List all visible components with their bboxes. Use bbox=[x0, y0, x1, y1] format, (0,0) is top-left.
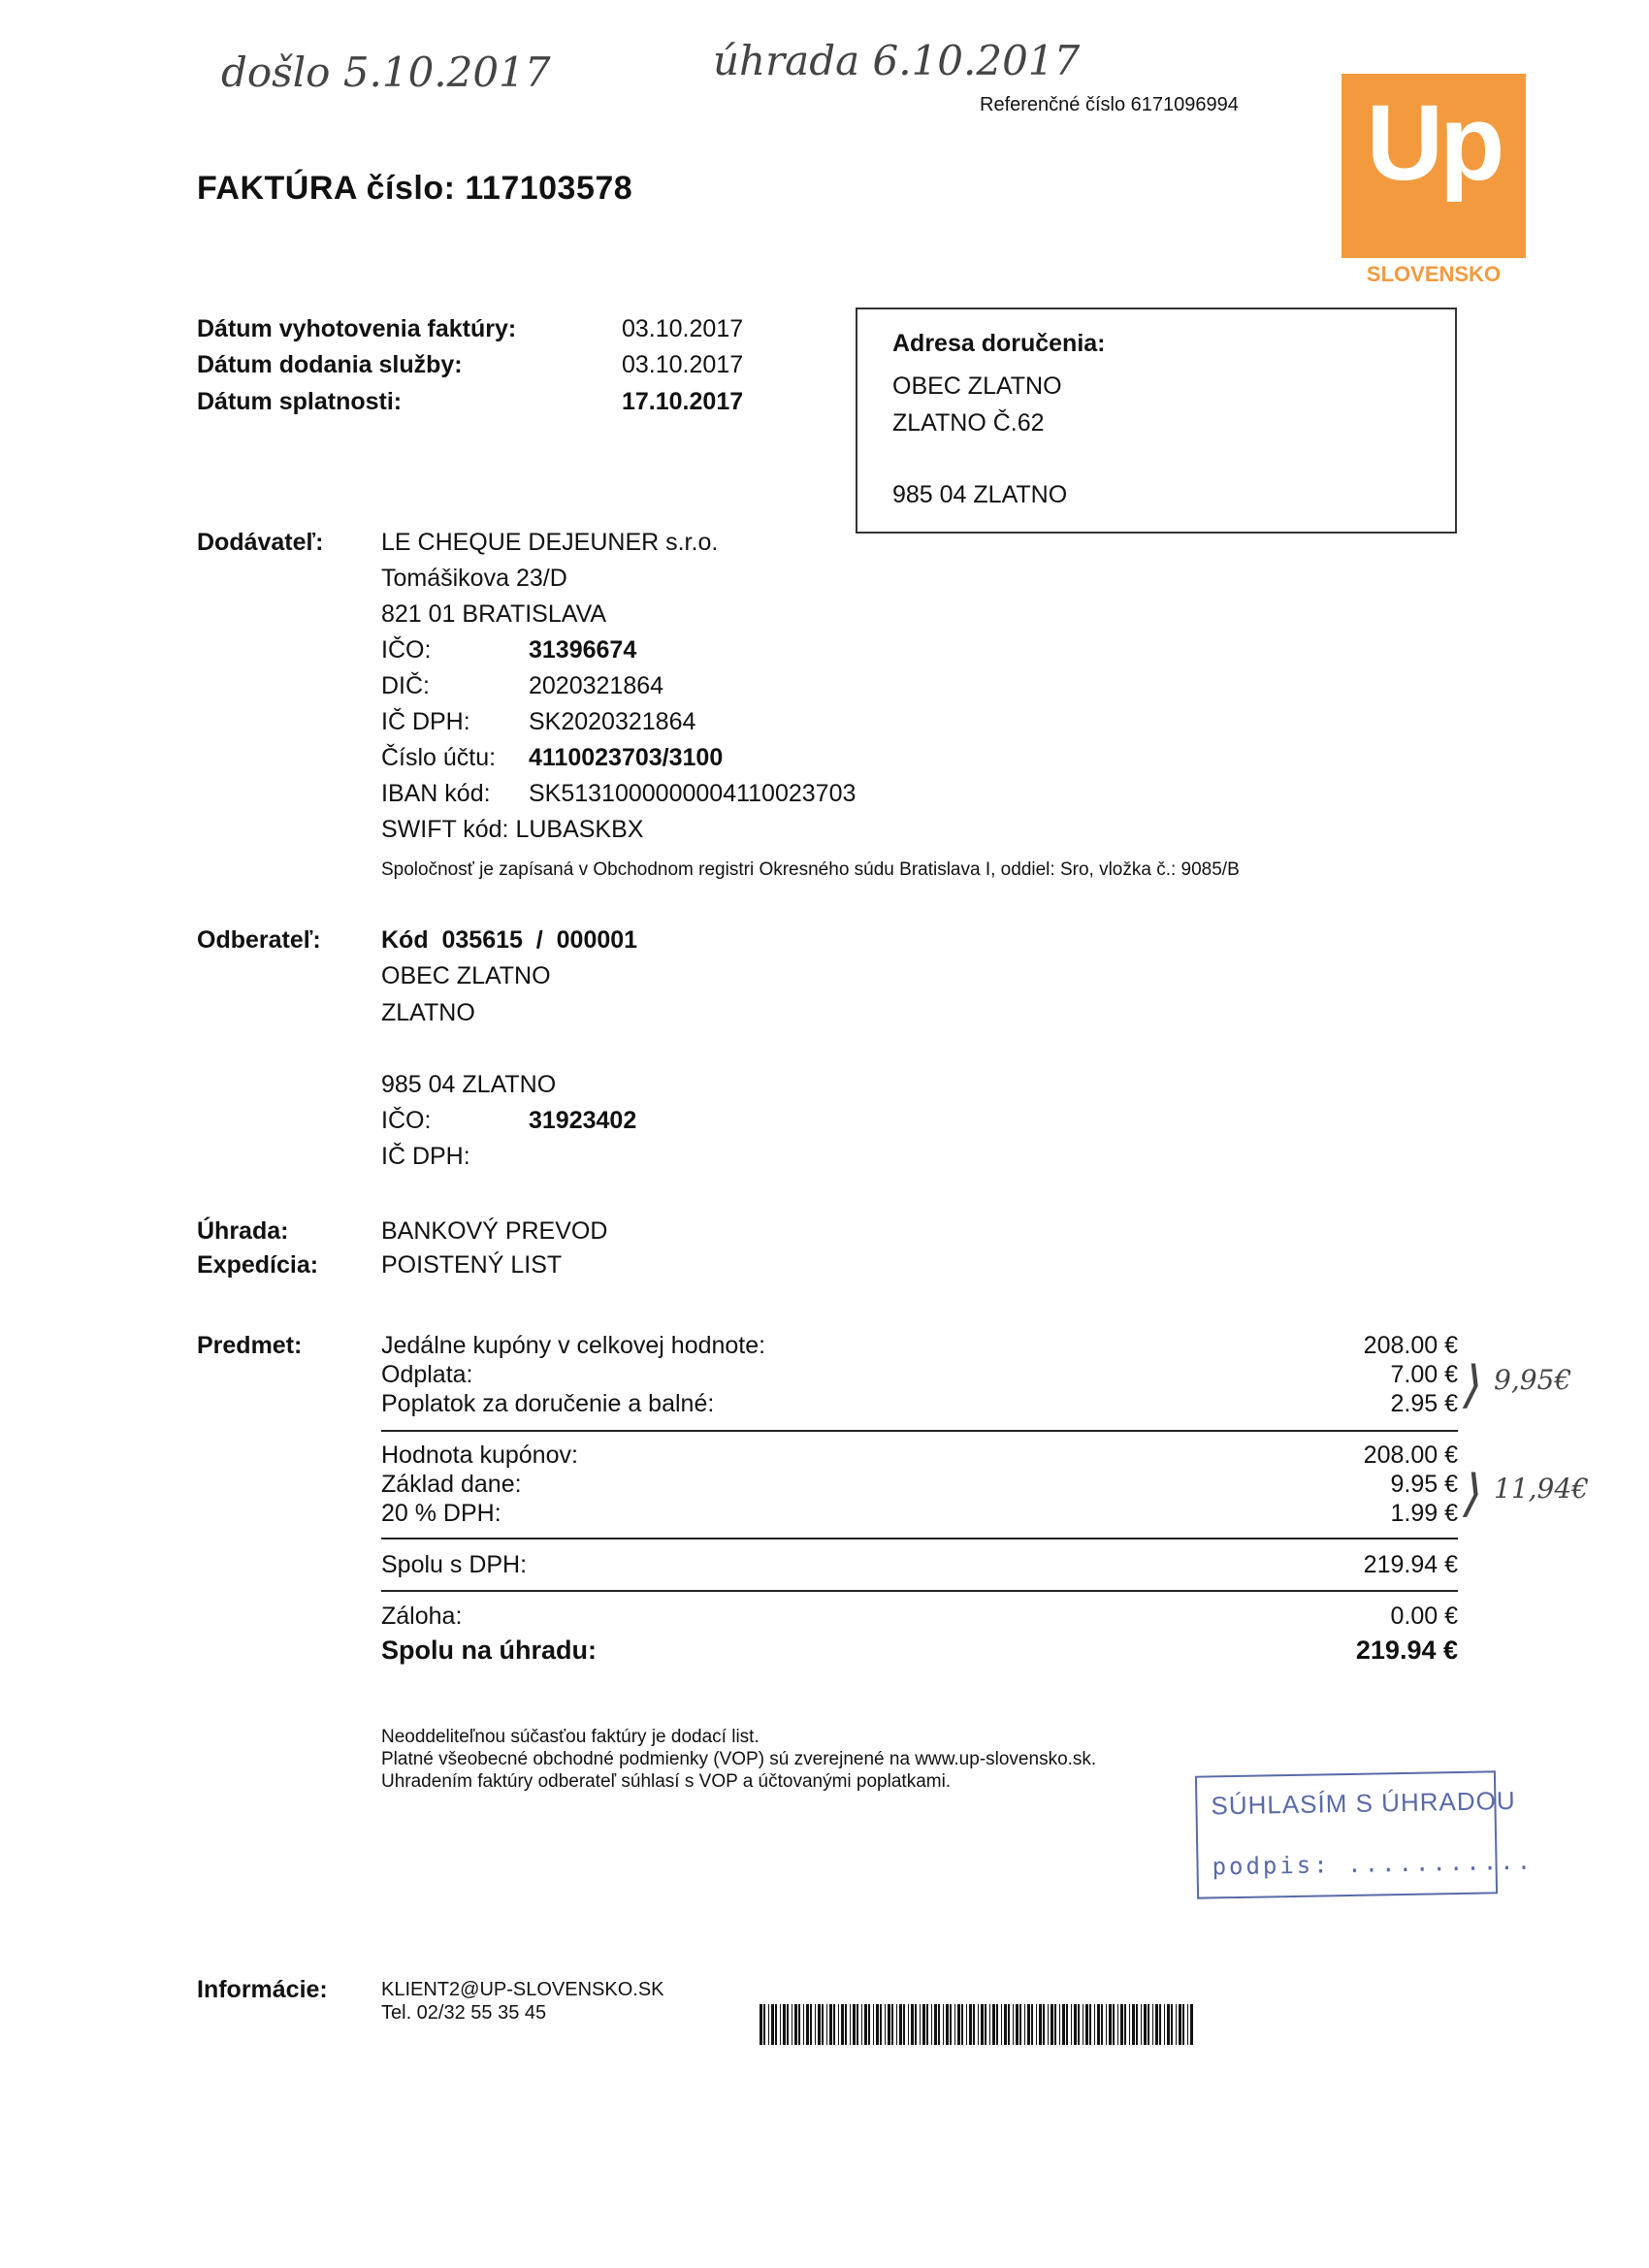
barcode-bar bbox=[1027, 2004, 1030, 2045]
barcode-bar bbox=[978, 2004, 979, 2045]
barcode-bar bbox=[864, 2004, 867, 2045]
subject-fee-label: Odplata: bbox=[381, 1361, 473, 1388]
barcode-bar bbox=[1187, 2004, 1188, 2045]
invoice-title bbox=[197, 170, 632, 208]
supplier-registry-note: Spoločnosť je zapísaná v Obchodnom registri Okresného súdu Bratislava I, oddiel: Sro, vložka č.: 9085/B bbox=[381, 859, 1240, 880]
barcode-bar bbox=[1159, 2004, 1161, 2045]
logo-text: Up bbox=[1366, 83, 1502, 203]
date-issued-label: Dátum vyhotovenia faktúry: bbox=[197, 315, 517, 342]
customer-ico-value: 31923402 bbox=[529, 1107, 637, 1134]
subject-tax-base-label: Základ dane: bbox=[381, 1471, 522, 1498]
advance-label: Záloha: bbox=[381, 1603, 463, 1630]
customer-label: Odberateľ: bbox=[197, 926, 321, 954]
stamp-text: SÚHLASÍM S ÚHRADOU bbox=[1211, 1785, 1516, 1821]
barcode-bar bbox=[911, 2004, 914, 2045]
barcode-bar bbox=[1106, 2004, 1107, 2045]
barcode-bar bbox=[853, 2004, 856, 2045]
barcode-bar bbox=[891, 2004, 893, 2045]
barcode-bar bbox=[771, 2004, 774, 2045]
handwritten-bracket: ⟩ bbox=[1463, 1356, 1483, 1414]
supplier-account-key: Číslo účtu: bbox=[381, 744, 497, 771]
payment-label: Úhrada: bbox=[197, 1217, 289, 1245]
barcode-bar bbox=[775, 2004, 777, 2045]
barcode-bar bbox=[996, 2004, 998, 2045]
subject-coupons-value: 208.00 € bbox=[1363, 1332, 1458, 1359]
date-due-value: 17.10.2017 bbox=[622, 388, 744, 415]
to-pay-label: Spolu na úhradu: bbox=[381, 1636, 597, 1665]
invoice-title-label: FAKTÚRA číslo: bbox=[197, 170, 456, 207]
barcode-bar bbox=[1190, 2004, 1193, 2045]
barcode-bar bbox=[966, 2004, 967, 2045]
barcode-bar bbox=[992, 2004, 995, 2045]
supplier-swift: SWIFT kód: LUBASKBX bbox=[381, 816, 644, 843]
barcode-bar bbox=[1043, 2004, 1045, 2045]
barcode-bar bbox=[1062, 2004, 1065, 2045]
barcode-bar bbox=[783, 2004, 786, 2045]
barcode-bar bbox=[1136, 2004, 1138, 2045]
barcode-bar bbox=[1054, 2004, 1056, 2045]
barcode-bar bbox=[943, 2004, 944, 2045]
info-phone: Tel. 02/32 55 35 45 bbox=[381, 2002, 547, 2024]
barcode-bar bbox=[1071, 2004, 1072, 2045]
total-with-vat-label: Spolu s DPH: bbox=[381, 1551, 528, 1578]
reference-number: Referenčné číslo 6171096994 bbox=[980, 94, 1239, 115]
barcode-bar bbox=[833, 2004, 835, 2045]
barcode-bar bbox=[1129, 2004, 1130, 2045]
subject-vat-label: 20 % DPH: bbox=[381, 1500, 501, 1527]
barcode-bar bbox=[1089, 2004, 1091, 2045]
supplier-name: LE CHEQUE DEJEUNER s.r.o. bbox=[381, 529, 719, 556]
info-label: Informácie: bbox=[197, 1976, 328, 2003]
barcode-bar bbox=[896, 2004, 897, 2045]
barcode-bar bbox=[1152, 2004, 1153, 2045]
expedition-value: POISTENÝ LIST bbox=[381, 1251, 563, 1279]
barcode-bar bbox=[760, 2004, 762, 2045]
up-logo bbox=[1342, 74, 1526, 258]
note-line: Uhradením faktúry odberateľ súhlasí s VOP a účtovanými poplatkami. bbox=[381, 1771, 952, 1792]
supplier-iban-value: SK5131000000004110023703 bbox=[529, 780, 857, 807]
date-delivered-value: 03.10.2017 bbox=[622, 351, 744, 378]
barcode-bar bbox=[768, 2004, 769, 2045]
date-delivered-label: Dátum dodania služby: bbox=[197, 351, 463, 378]
supplier-dic-key: DIČ: bbox=[381, 672, 430, 699]
delivery-address-line: 985 04 ZLATNO bbox=[892, 481, 1068, 508]
barcode-bar bbox=[926, 2004, 928, 2045]
barcode-bar bbox=[934, 2004, 937, 2045]
barcode-bar bbox=[969, 2004, 972, 2045]
barcode-bar bbox=[985, 2004, 986, 2045]
advance-value: 0.00 € bbox=[1390, 1603, 1458, 1630]
barcode-bar bbox=[818, 2004, 821, 2045]
barcode bbox=[760, 2004, 1196, 2045]
barcode-bar bbox=[1016, 2004, 1018, 2045]
delivery-address-line: OBEC ZLATNO bbox=[892, 373, 1062, 400]
barcode-bar bbox=[885, 2004, 886, 2045]
barcode-bar bbox=[1113, 2004, 1115, 2045]
stamp-signature-line: podpis: ........... bbox=[1212, 1847, 1535, 1881]
handwritten-bracket: ⟩ bbox=[1463, 1465, 1483, 1523]
barcode-bar bbox=[810, 2004, 812, 2045]
customer-name: OBEC ZLATNO bbox=[381, 962, 551, 989]
barcode-bar bbox=[915, 2004, 917, 2045]
barcode-bar bbox=[876, 2004, 879, 2045]
note-line: Neoddeliteľnou súčasťou faktúry je dodací list. bbox=[381, 1727, 760, 1747]
barcode-bar bbox=[981, 2004, 984, 2045]
barcode-bar bbox=[922, 2004, 925, 2045]
barcode-bar bbox=[931, 2004, 932, 2045]
barcode-bar bbox=[888, 2004, 890, 2045]
barcode-bar bbox=[826, 2004, 827, 2045]
barcode-bar bbox=[1031, 2004, 1033, 2045]
supplier-icdph-value: SK2020321864 bbox=[529, 708, 696, 735]
barcode-bar bbox=[1039, 2004, 1042, 2045]
barcode-bar bbox=[899, 2004, 902, 2045]
total-with-vat-value: 219.94 € bbox=[1363, 1551, 1458, 1578]
subject-delivery-fee-value: 2.95 € bbox=[1390, 1390, 1458, 1417]
barcode-bar bbox=[938, 2004, 940, 2045]
customer-ico-key: IČO: bbox=[381, 1107, 432, 1134]
supplier-label: Dodávateľ: bbox=[197, 529, 324, 556]
date-due-label: Dátum splatnosti: bbox=[197, 388, 403, 415]
barcode-bar bbox=[1148, 2004, 1149, 2045]
barcode-bar bbox=[794, 2004, 797, 2045]
barcode-bar bbox=[1176, 2004, 1177, 2045]
barcode-bar bbox=[1164, 2004, 1165, 2045]
barcode-bar bbox=[803, 2004, 804, 2045]
barcode-bar bbox=[1171, 2004, 1173, 2045]
handwritten-tax-sum: 11,94€ bbox=[1494, 1473, 1589, 1505]
payment-value: BANKOVÝ PREVOD bbox=[381, 1217, 608, 1245]
barcode-bar bbox=[973, 2004, 975, 2045]
subject-vat-value: 1.99 € bbox=[1390, 1500, 1458, 1527]
barcode-bar bbox=[1094, 2004, 1095, 2045]
customer-city: 985 04 ZLATNO bbox=[381, 1071, 557, 1098]
barcode-bar bbox=[1008, 2004, 1010, 2045]
barcode-bar bbox=[845, 2004, 847, 2045]
divider-line bbox=[381, 1590, 1458, 1592]
info-email: KLIENT2@UP-SLOVENSKO.SK bbox=[381, 1979, 664, 2000]
subject-coupons-label: Jedálne kupóny v celkovej hodnote: bbox=[381, 1332, 766, 1359]
delivery-address-title: Adresa doručenia: bbox=[892, 330, 1106, 357]
barcode-bar bbox=[850, 2004, 851, 2045]
barcode-bar bbox=[1036, 2004, 1037, 2045]
invoice-number: 117103578 bbox=[465, 170, 633, 207]
barcode-bar bbox=[1101, 2004, 1103, 2045]
barcode-bar bbox=[822, 2004, 824, 2045]
supplier-account-value: 4110023703/3100 bbox=[529, 744, 724, 771]
barcode-bar bbox=[1124, 2004, 1126, 2045]
logo-subtitle: SLOVENSKO bbox=[1366, 262, 1502, 286]
barcode-bar bbox=[1117, 2004, 1118, 2045]
barcode-bar bbox=[903, 2004, 905, 2045]
barcode-bar bbox=[1078, 2004, 1080, 2045]
divider-line bbox=[381, 1430, 1458, 1432]
barcode-bar bbox=[1120, 2004, 1123, 2045]
barcode-bar bbox=[798, 2004, 800, 2045]
divider-line bbox=[381, 1538, 1458, 1539]
barcode-bar bbox=[806, 2004, 809, 2045]
barcode-bar bbox=[857, 2004, 858, 2045]
barcode-bar bbox=[989, 2004, 990, 2045]
date-issued-value: 03.10.2017 bbox=[622, 315, 744, 342]
barcode-bar bbox=[1059, 2004, 1060, 2045]
supplier-ico-key: IČO: bbox=[381, 636, 432, 664]
subject-coupon-value-value: 208.00 € bbox=[1363, 1442, 1458, 1469]
handwritten-received-note: došlo 5.10.2017 bbox=[221, 49, 551, 96]
handwritten-fees-sum: 9,95€ bbox=[1494, 1364, 1572, 1396]
customer-code: Kód 035615 / 000001 bbox=[381, 926, 638, 954]
barcode-bar bbox=[873, 2004, 874, 2045]
barcode-bar bbox=[829, 2004, 832, 2045]
delivery-address-line: ZLATNO Č.62 bbox=[892, 409, 1045, 437]
barcode-bar bbox=[1085, 2004, 1088, 2045]
supplier-dic-value: 2020321864 bbox=[529, 672, 664, 699]
barcode-bar bbox=[920, 2004, 921, 2045]
barcode-bar bbox=[946, 2004, 949, 2045]
expedition-label: Expedícia: bbox=[197, 1251, 319, 1279]
barcode-bar bbox=[780, 2004, 781, 2045]
barcode-bar bbox=[880, 2004, 882, 2045]
barcode-bar bbox=[838, 2004, 839, 2045]
barcode-bar bbox=[1013, 2004, 1014, 2045]
barcode-bar bbox=[950, 2004, 952, 2045]
barcode-bar bbox=[763, 2004, 765, 2045]
barcode-bar bbox=[1004, 2004, 1007, 2045]
subject-fee-value: 7.00 € bbox=[1390, 1361, 1458, 1388]
subject-delivery-fee-label: Poplatok za doručenie a balné: bbox=[381, 1390, 715, 1417]
barcode-bar bbox=[787, 2004, 789, 2045]
barcode-bar bbox=[961, 2004, 963, 2045]
barcode-bar bbox=[1132, 2004, 1135, 2045]
barcode-bar bbox=[1019, 2004, 1021, 2045]
barcode-bar bbox=[1001, 2004, 1002, 2045]
subject-coupon-value-label: Hodnota kupónov: bbox=[381, 1442, 578, 1469]
barcode-bar bbox=[954, 2004, 955, 2045]
barcode-bar bbox=[1109, 2004, 1112, 2045]
barcode-bar bbox=[1051, 2004, 1053, 2045]
supplier-street: Tomášikova 23/D bbox=[381, 565, 567, 592]
barcode-bar bbox=[1155, 2004, 1158, 2045]
barcode-bar bbox=[1144, 2004, 1147, 2045]
supplier-ico-value: 31396674 bbox=[529, 636, 637, 664]
barcode-bar bbox=[1048, 2004, 1049, 2045]
barcode-bar bbox=[1167, 2004, 1170, 2045]
approval-stamp bbox=[1195, 1770, 1535, 1898]
barcode-bar bbox=[1141, 2004, 1142, 2045]
barcode-bar bbox=[1097, 2004, 1100, 2045]
subject-label: Predmet: bbox=[197, 1332, 303, 1359]
supplier-icdph-key: IČ DPH: bbox=[381, 708, 470, 735]
barcode-bar bbox=[1066, 2004, 1068, 2045]
barcode-bar bbox=[1024, 2004, 1025, 2045]
customer-icdph-key: IČ DPH: bbox=[381, 1143, 470, 1170]
barcode-bar bbox=[1074, 2004, 1077, 2045]
barcode-bar bbox=[908, 2004, 909, 2045]
supplier-iban-key: IBAN kód: bbox=[381, 780, 491, 807]
barcode-bar bbox=[957, 2004, 960, 2045]
customer-town: ZLATNO bbox=[381, 999, 475, 1026]
handwritten-paid-note: úhrada 6.10.2017 bbox=[713, 37, 1081, 84]
barcode-bar bbox=[1179, 2004, 1181, 2045]
note-line: Platné všeobecné obchodné podmienky (VOP) sú zverejnené na www.up-slovensko.sk. bbox=[381, 1749, 1097, 1769]
supplier-city: 821 01 BRATISLAVA bbox=[381, 600, 607, 628]
barcode-bar bbox=[1182, 2004, 1184, 2045]
barcode-bar bbox=[815, 2004, 816, 2045]
barcode-bar bbox=[868, 2004, 870, 2045]
subject-tax-base-value: 9.95 € bbox=[1390, 1471, 1458, 1498]
barcode-bar bbox=[841, 2004, 844, 2045]
barcode-bar bbox=[861, 2004, 862, 2045]
to-pay-value: 219.94 € bbox=[1355, 1636, 1458, 1665]
